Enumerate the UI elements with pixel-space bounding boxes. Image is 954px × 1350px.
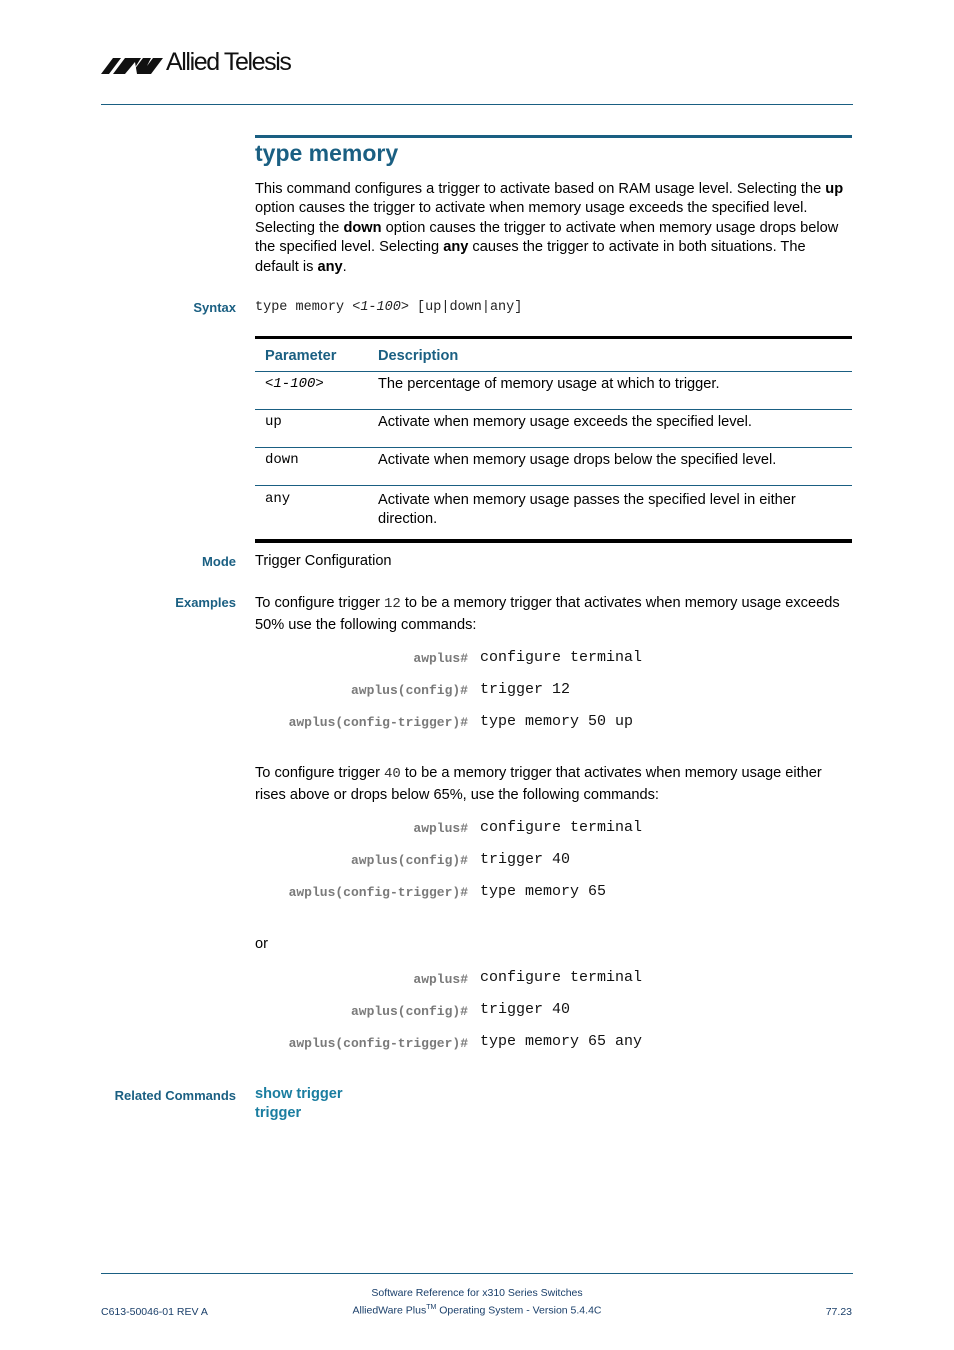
param-cell: any [265, 491, 291, 507]
param-cell: down [255, 448, 368, 486]
column-header-description: Description [368, 338, 852, 372]
param-cell [255, 372, 368, 410]
desc-text: option causes the trigger to activate when memory usage drops below the specified level. Selecting [255, 219, 839, 256]
parameter-table [255, 336, 852, 543]
command-text: type memory 65 [480, 883, 607, 900]
mode-label: Mode [202, 554, 236, 569]
syntax-range: 1-100 [360, 300, 401, 315]
table-row [255, 486, 852, 542]
footer-os-name: AlliedWare Plus [352, 1304, 427, 1317]
desc-text: This command configures a trigger to activate based on RAM usage level. Selecting the [255, 181, 826, 197]
desc-bold-any-default: any [317, 258, 343, 275]
desc-text: option causes the trigger to activate when memory usage exceeds the specified level. Selecting the [255, 200, 808, 236]
command-text: trigger 40 [480, 1001, 571, 1018]
examples-label: Examples [175, 595, 236, 610]
param-bracket: < [265, 376, 274, 392]
command-prompt: awplus# [413, 972, 468, 987]
desc-text: causes the trigger to activate in both situations. The default is [255, 239, 806, 275]
command-prompt: awplus(config)# [350, 1004, 468, 1019]
desc-cell: Activate when memory usage exceeds the specified level. [368, 410, 852, 448]
footer-doc-id: C613-50046-01 REV A [101, 1306, 208, 1318]
desc-cell: The percentage of memory usage at which to trigger. [368, 372, 852, 410]
mode-value: Trigger Configuration [255, 553, 392, 569]
example-text: to be a memory trigger that activates when memory usage either rises above or drops below 65%, use the following commands: [255, 765, 822, 803]
syntax-command [255, 300, 522, 315]
example-text: to be a memory trigger that activates when memory usage exceeds 50% use the following commands: [255, 595, 840, 633]
example-code: 40 [383, 766, 401, 782]
logo-text: Allied Telesis [166, 48, 291, 76]
command-prompt: awplus(config-trigger)# [288, 1036, 468, 1051]
syntax-part: type memory < [255, 300, 361, 315]
column-header-parameter: Parameter [255, 338, 368, 372]
command-text: trigger 40 [480, 851, 571, 868]
command-prompt: awplus(config-trigger)# [288, 715, 468, 730]
param-range: 1-100 [273, 376, 316, 392]
table-row [255, 448, 852, 486]
command-text: configure terminal [480, 819, 643, 836]
param-bracket: > [315, 376, 324, 392]
footer-trademark: TM [426, 1304, 437, 1311]
command-prompt: awplus(config-trigger)# [288, 885, 468, 900]
example-text: To configure trigger [255, 765, 384, 781]
desc-text: . [342, 258, 347, 275]
desc-bold-any: any [443, 239, 469, 256]
desc-cell: Activate when memory usage drops below the specified level. [368, 448, 852, 486]
command-text: type memory 50 up [480, 713, 634, 730]
page-title: type memory [255, 140, 399, 166]
desc-bold-up: up [825, 181, 844, 197]
table-row [255, 372, 852, 410]
footer-version: Operating System - Version 5.4.4C [436, 1304, 602, 1317]
footer-rule [101, 1273, 853, 1274]
title-rule [255, 135, 852, 138]
command-prompt: awplus(config)# [350, 683, 468, 698]
table-row [255, 410, 852, 448]
header-rule [101, 104, 853, 105]
command-prompt: awplus# [413, 651, 468, 666]
table-header-row [255, 338, 852, 372]
related-link-trigger[interactable]: trigger [255, 1105, 302, 1121]
example-1-intro [255, 593, 852, 636]
example-code: 12 [383, 596, 401, 612]
command-text: configure terminal [480, 969, 643, 986]
syntax-label: Syntax [193, 300, 236, 315]
param-cell: up [255, 410, 368, 448]
command-text: type memory 65 any [480, 1033, 643, 1050]
desc-bold-down: down [343, 219, 382, 236]
syntax-part: > [up|down|any] [400, 300, 523, 315]
command-text: trigger 12 [480, 681, 571, 698]
example-2-intro [255, 763, 852, 806]
example-text: To configure trigger [255, 595, 384, 611]
related-link-show-trigger[interactable]: show trigger [255, 1086, 343, 1102]
footer-page-number: 77.23 [825, 1306, 852, 1318]
command-prompt: awplus(config)# [350, 853, 468, 868]
command-prompt: awplus# [413, 821, 468, 836]
desc-cell: Activate when memory usage passes the specified level in either direction. [378, 492, 796, 527]
footer-title: Software Reference for x310 Series Switches [371, 1287, 583, 1299]
or-text: or [255, 936, 268, 952]
related-commands-label: Related Commands [114, 1088, 236, 1103]
description-paragraph [255, 180, 852, 277]
command-text: configure terminal [480, 649, 643, 666]
